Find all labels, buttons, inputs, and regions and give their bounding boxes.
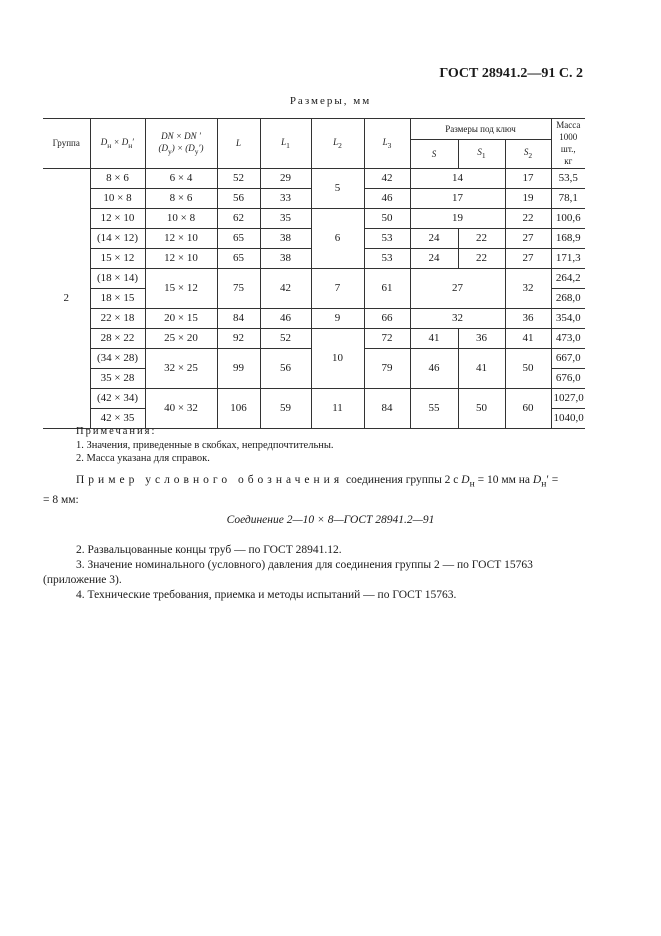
table-row — [43, 388, 585, 408]
cell-S1: 22 — [458, 228, 505, 248]
cell-L1: 52 — [260, 328, 311, 348]
cell-mass: 473,0 — [551, 328, 585, 348]
cell-S: 27 — [410, 268, 505, 308]
dimensions-table — [43, 118, 585, 429]
cell-mass: 268,0 — [551, 288, 585, 308]
cell-dn: 8 × 6 — [90, 168, 145, 188]
table-row — [43, 268, 585, 288]
cell-dny: 8 × 6 — [145, 188, 217, 208]
cell-S: 41 — [410, 328, 458, 348]
notes-block — [76, 425, 334, 466]
cell-mass: 78,1 — [551, 188, 585, 208]
cell-dny: 12 × 10 — [145, 228, 217, 248]
note-item: 1. Значения, приведенные в скобках, непредпочтительны. — [76, 439, 334, 451]
table-row — [43, 328, 585, 348]
cell-dn: 22 × 18 — [90, 308, 145, 328]
cell-dn: 28 × 22 — [90, 328, 145, 348]
header-S1: $S_1$ — [458, 140, 505, 168]
cell-S: 32 — [410, 308, 505, 328]
cell-S2: 19 — [505, 188, 551, 208]
cell-L: 65 — [217, 248, 260, 268]
table-row — [43, 208, 585, 228]
cell-mass: 1027,0 — [551, 388, 585, 408]
cell-L3: 79 — [364, 348, 410, 388]
cell-L: 99 — [217, 348, 260, 388]
cell-S2: 32 — [505, 268, 551, 308]
cell-dny: 40 × 32 — [145, 388, 217, 428]
paragraph: 3. Значение номинального (условного) давления для соединения группы 2 — по ГОСТ 15763 (приложение 3). — [43, 559, 533, 586]
cell-dny: 12 × 10 — [145, 248, 217, 268]
cell-S1: 22 — [458, 248, 505, 268]
cell-L3: 42 — [364, 168, 410, 188]
header-S: S — [410, 140, 458, 168]
cell-S2: 22 — [505, 208, 551, 228]
header-L1: $L_1$ — [260, 119, 311, 169]
cell-S: 14 — [410, 168, 505, 188]
cell-dny: 20 × 15 — [145, 308, 217, 328]
cell-dny: 15 × 12 — [145, 268, 217, 308]
cell-dn: 35 × 28 — [90, 368, 145, 388]
cell-S1: 36 — [458, 328, 505, 348]
cell-S2: 41 — [505, 328, 551, 348]
cell-L1: 38 — [260, 228, 311, 248]
cell-S1: 50 — [458, 388, 505, 428]
cell-S: 19 — [410, 208, 505, 228]
group-cell: 2 — [43, 168, 90, 428]
paragraphs — [43, 543, 586, 603]
header-L: L — [217, 119, 260, 169]
cell-L3: 46 — [364, 188, 410, 208]
cell-S2: 27 — [505, 248, 551, 268]
cell-L3: 66 — [364, 308, 410, 328]
cell-L1: 59 — [260, 388, 311, 428]
cell-L3: 53 — [364, 228, 410, 248]
cell-L1: 29 — [260, 168, 311, 188]
cell-L3: 53 — [364, 248, 410, 268]
cell-L3: 50 — [364, 208, 410, 228]
cell-S2: 27 — [505, 228, 551, 248]
cell-dn: 18 × 15 — [90, 288, 145, 308]
cell-dny: 25 × 20 — [145, 328, 217, 348]
cell-L1: 35 — [260, 208, 311, 228]
header-dny: DN × DN ′ $(D_у) \times (D_у')$ — [145, 119, 217, 169]
cell-dn: (42 × 34) — [90, 388, 145, 408]
notes-title: Примечания: — [76, 426, 157, 437]
cell-dn: 10 × 8 — [90, 188, 145, 208]
cell-S2: 17 — [505, 168, 551, 188]
cell-dn: (14 × 12) — [90, 228, 145, 248]
paragraph: 2. Развальцованные концы труб — по ГОСТ 28941.12. — [76, 544, 342, 556]
cell-L1: 56 — [260, 348, 311, 388]
cell-L1: 46 — [260, 308, 311, 328]
header-keys: Размеры под ключ — [410, 119, 551, 140]
cell-dn: (34 × 28) — [90, 348, 145, 368]
cell-L3: 72 — [364, 328, 410, 348]
note-item: 2. Масса указана для справок. — [76, 453, 210, 464]
cell-mass: 1040,0 — [551, 408, 585, 428]
example-heading: Пример условного обозначения — [76, 474, 344, 486]
cell-dny: 6 × 4 — [145, 168, 217, 188]
cell-L2: 5 — [311, 168, 364, 208]
header-group: Группа — [43, 119, 90, 169]
table-caption: Размеры, мм — [289, 95, 372, 107]
cell-dn: 42 × 35 — [90, 408, 145, 428]
cell-mass: 168,9 — [551, 228, 585, 248]
header-S2: $S_2$ — [505, 140, 551, 168]
header-dn: $D_н \times D_н'$ — [90, 119, 145, 169]
cell-L3: 84 — [364, 388, 410, 428]
paragraph: 4. Технические требования, приемка и методы испытаний — по ГОСТ 15763. — [76, 589, 457, 601]
cell-mass: 676,0 — [551, 368, 585, 388]
cell-L: 106 — [217, 388, 260, 428]
cell-dny: 10 × 8 — [145, 208, 217, 228]
cell-mass: 53,5 — [551, 168, 585, 188]
table-row — [43, 308, 585, 328]
header-L3: $L_3$ — [364, 119, 410, 169]
cell-mass: 667,0 — [551, 348, 585, 368]
designation-example: Пример условного обозначения соединения группы 2 с $D_н = 10$ мм на $D_н'$ = = 8 мм: — [76, 472, 586, 508]
cell-S: 24 — [410, 248, 458, 268]
cell-L3: 61 — [364, 268, 410, 308]
cell-L: 56 — [217, 188, 260, 208]
cell-S2: 50 — [505, 348, 551, 388]
example-continuation: = 8 мм: — [43, 494, 79, 507]
cell-L: 92 — [217, 328, 260, 348]
cell-S2: 60 — [505, 388, 551, 428]
cell-L1: 42 — [260, 268, 311, 308]
table-row — [43, 168, 585, 188]
cell-L: 62 — [217, 208, 260, 228]
cell-dn: 12 × 10 — [90, 208, 145, 228]
cell-L2: 6 — [311, 208, 364, 268]
cell-L: 84 — [217, 308, 260, 328]
designation-formula: Соединение 2—10 × 8—ГОСТ 28941.2—91 — [226, 514, 435, 526]
cell-dn: 15 × 12 — [90, 248, 145, 268]
cell-L2: 10 — [311, 328, 364, 388]
header-L2: $L_2$ — [311, 119, 364, 169]
cell-S2: 36 — [505, 308, 551, 328]
cell-L2: 11 — [311, 388, 364, 428]
cell-S: 46 — [410, 348, 458, 388]
cell-L2: 9 — [311, 308, 364, 328]
page-header: ГОСТ 28941.2—91 С. 2 — [439, 66, 583, 81]
cell-L: 75 — [217, 268, 260, 308]
header-mass: Масса 1000 шт., кг — [551, 119, 585, 169]
cell-L1: 38 — [260, 248, 311, 268]
cell-L: 52 — [217, 168, 260, 188]
cell-dn: (18 × 14) — [90, 268, 145, 288]
cell-dny: 32 × 25 — [145, 348, 217, 388]
cell-L2: 7 — [311, 268, 364, 308]
cell-mass: 354,0 — [551, 308, 585, 328]
cell-S1: 41 — [458, 348, 505, 388]
cell-mass: 100,6 — [551, 208, 585, 228]
cell-mass: 171,3 — [551, 248, 585, 268]
cell-L1: 33 — [260, 188, 311, 208]
cell-S: 17 — [410, 188, 505, 208]
cell-S: 55 — [410, 388, 458, 428]
cell-S: 24 — [410, 228, 458, 248]
cell-mass: 264,2 — [551, 268, 585, 288]
cell-L: 65 — [217, 228, 260, 248]
